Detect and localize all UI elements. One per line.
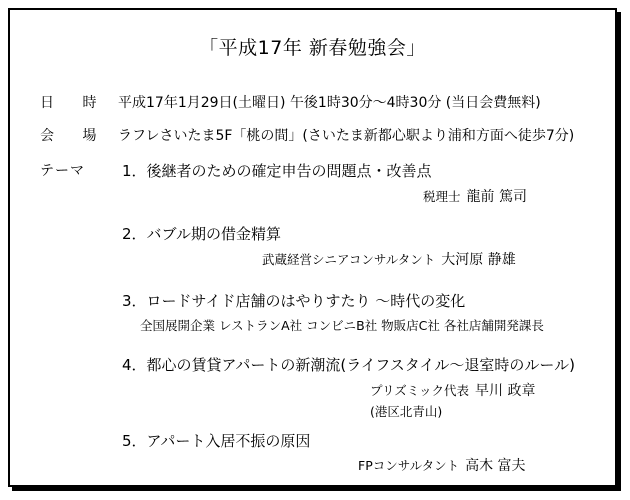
page-title: 「平成17年 新春勉強会」	[199, 37, 426, 59]
document-frame	[8, 8, 617, 487]
speaker-2-title: 武蔵経営シニアコンサルタント	[262, 252, 436, 267]
speaker-1-title: 税理士	[423, 189, 461, 204]
speaker-3-title: 全国展開企業 レストランA社 コンビニB社 物販店C社 各社店舗開発課長	[140, 318, 544, 333]
speaker-4	[370, 380, 535, 400]
topic-4: 4．都心の賃貸アパートの新潮流(ライフスタイル〜退室時のルール)	[122, 356, 575, 374]
speaker-1	[423, 186, 527, 206]
speaker-5-name: 高木 富夫	[465, 458, 526, 474]
speaker-5-title: FPコンサルタント	[358, 458, 460, 473]
datetime-label: 日 時	[40, 95, 109, 111]
venue-label: 会 場	[40, 128, 109, 144]
speaker-4-name: 早川 政章	[475, 383, 536, 399]
topic-3: 3．ロードサイド店舗のはやりすたり 〜時代の変化	[122, 292, 466, 310]
speaker-1-name: 龍前 篤司	[466, 189, 527, 205]
topic-5: 5．アパート入居不振の原因	[122, 432, 311, 450]
topic-1: 1．後継者のための確定申告の問題点・改善点	[122, 162, 432, 180]
theme-label: テーマ	[40, 163, 85, 179]
venue-value: ラフレさいたま5F「桃の間」(さいたま新都心駅より浦和方面へ徒歩7分)	[118, 128, 575, 144]
speaker-4-note: (港区北青山)	[370, 404, 443, 419]
speaker-4-title: プリズミック代表	[370, 383, 470, 398]
speaker-2-name: 大河原 静雄	[441, 252, 516, 268]
topic-2: 2．バブル期の借金精算	[122, 225, 281, 243]
speaker-5	[358, 455, 526, 475]
speaker-3	[140, 316, 544, 334]
datetime-value: 平成17年1月29日(土曜日) 午後1時30分〜4時30分 (当日会費無料)	[118, 95, 541, 111]
speaker-2	[262, 249, 516, 269]
